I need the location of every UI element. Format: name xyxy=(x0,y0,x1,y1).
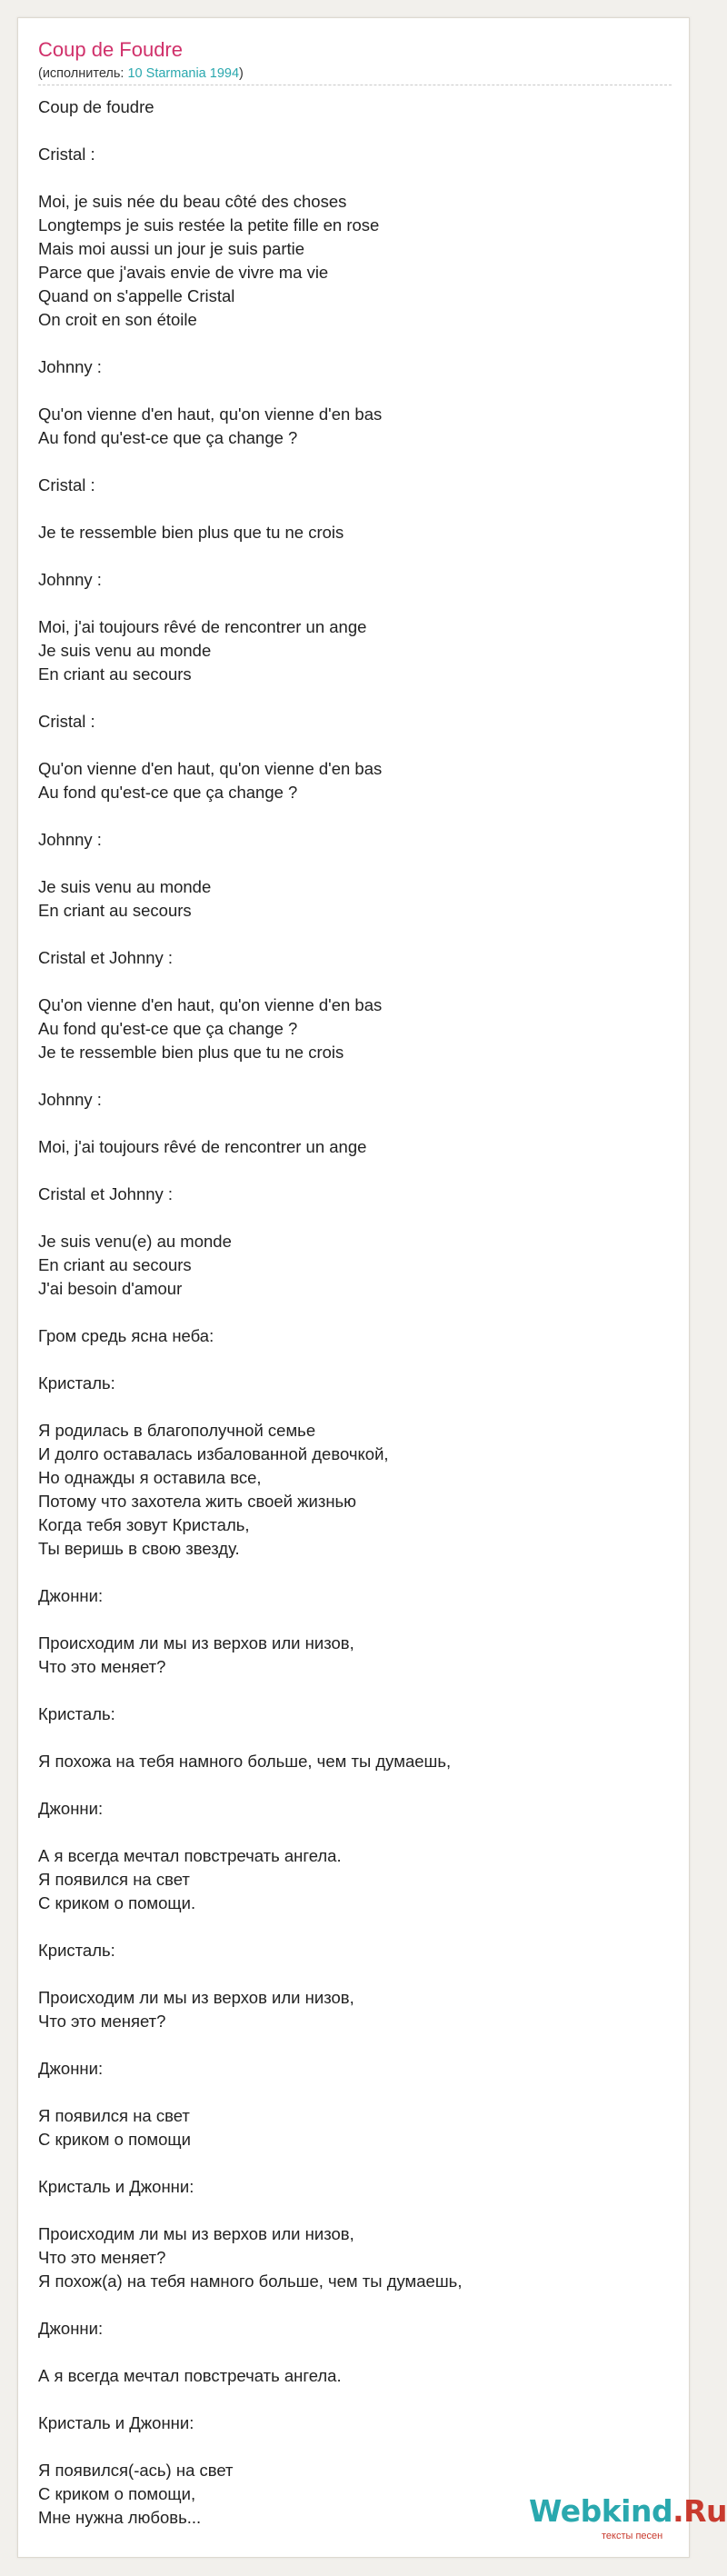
lyric-line: En criant au secours xyxy=(38,664,192,684)
lyrics-card xyxy=(17,17,727,2558)
lyric-line: Но однажды я оставила все, xyxy=(38,1468,262,1487)
lyric-line xyxy=(38,2199,672,2222)
lyric-line: Coup de foudre xyxy=(38,97,154,116)
site-logo[interactable] xyxy=(529,2493,727,2548)
lyric-line xyxy=(38,332,672,355)
lyric-line xyxy=(38,379,672,403)
song-title: Coup de Foudre xyxy=(38,38,183,61)
artist-suffix: ) xyxy=(239,66,244,81)
lyric-line: Longtemps je suis restée la petite fille en rose xyxy=(38,215,380,235)
lyric-line xyxy=(38,2152,672,2175)
lyric-line: Moi, je suis née du beau côté des choses xyxy=(38,192,347,211)
artist-line xyxy=(38,65,244,82)
lyric-line: Moi, j'ai toujours rêvé de rencontrer un ange xyxy=(38,1137,367,1156)
lyric-line: Ты веришь в свою звезду. xyxy=(38,1539,240,1558)
lyric-line: Qu'on vienne d'en haut, qu'on vienne d'en bas xyxy=(38,759,383,778)
lyric-line: Cristal : xyxy=(38,145,95,164)
lyric-line xyxy=(38,1608,672,1632)
lyric-line xyxy=(38,450,672,474)
lyric-line: En criant au secours xyxy=(38,901,192,920)
lyric-line: Cristal : xyxy=(38,475,95,494)
lyric-line: И долго оставалась избалованной девочкой, xyxy=(38,1444,389,1463)
lyric-line: Я появился(-ась) на свет xyxy=(38,2461,234,2480)
lyric-line xyxy=(38,2033,672,2057)
lyric-line: Au fond qu'est-ce que ça change ? xyxy=(38,1019,298,1038)
lyric-line: Кристаль: xyxy=(38,1704,115,1723)
lyric-line: Происходим ли мы из верхов или низов, xyxy=(38,1633,354,1652)
lyric-line: J'ai besoin d'amour xyxy=(38,1279,183,1298)
lyric-line xyxy=(38,2435,672,2459)
lyric-line xyxy=(38,1064,672,1088)
lyric-line xyxy=(38,2293,672,2317)
lyric-line: Johnny : xyxy=(38,830,102,849)
lyric-line: Je suis venu au monde xyxy=(38,877,212,896)
lyric-line: Кристаль и Джонни: xyxy=(38,2413,194,2432)
logo-brand: Webkind xyxy=(529,2493,673,2529)
lyric-line: Quand on s'appelle Cristal xyxy=(38,286,235,305)
lyric-line xyxy=(38,544,672,568)
lyric-line xyxy=(38,1395,672,1419)
lyric-line: С криком о помощи. xyxy=(38,1893,196,1912)
lyric-line xyxy=(38,1773,672,1797)
lyric-line: А я всегда мечтал повстречать ангела. xyxy=(38,1846,342,1865)
lyric-line: Mais moi aussi un jour je suis partie xyxy=(38,239,305,258)
lyric-line: Johnny : xyxy=(38,357,102,376)
lyric-line: С криком о помощи, xyxy=(38,2484,196,2503)
lyric-line: Johnny : xyxy=(38,1090,102,1109)
lyric-line: Потому что захотела жить своей жизнью xyxy=(38,1492,357,1511)
lyric-line: Я похож(а) на тебя намного больше, чем ты думаешь, xyxy=(38,2271,463,2291)
lyric-line: Я появился на свет xyxy=(38,2106,190,2125)
artist-prefix: (исполнитель: xyxy=(38,66,128,81)
lyric-line xyxy=(38,1301,672,1324)
lyric-line: Moi, j'ai toujours rêvé de rencontrer un ange xyxy=(38,617,367,636)
lyric-line xyxy=(38,1112,672,1135)
lyric-line: Мне нужна любовь... xyxy=(38,2508,202,2527)
lyric-line xyxy=(38,923,672,946)
lyric-line: Au fond qu'est-ce que ça change ? xyxy=(38,428,298,447)
lyric-line: Джонни: xyxy=(38,2059,104,2078)
lyric-line: Parce que j'avais envie de vivre ma vie xyxy=(38,263,329,282)
lyric-line: Je suis venu(e) au monde xyxy=(38,1232,232,1251)
lyric-line: Джонни: xyxy=(38,1586,104,1605)
lyric-line xyxy=(38,734,672,757)
lyric-line: Кристаль: xyxy=(38,1941,115,1960)
lyric-line: Когда тебя зовут Кристаль, xyxy=(38,1515,250,1534)
lyrics-text xyxy=(38,95,672,2530)
lyric-line: Я родилась в благополучной семье xyxy=(38,1421,316,1440)
lyric-line xyxy=(38,1821,672,1844)
lyric-line: Что это меняет? xyxy=(38,2012,166,2031)
lyric-line xyxy=(38,686,672,710)
lyric-line: А я всегда мечтал повстречать ангела. xyxy=(38,2366,342,2385)
lyric-line: On croit en son étoile xyxy=(38,310,197,329)
lyric-line: Что это меняет? xyxy=(38,2248,166,2267)
lyric-line xyxy=(38,497,672,521)
lyric-line: Что это меняет? xyxy=(38,1657,166,1676)
lyric-line: Гром средь ясна неба: xyxy=(38,1326,214,1345)
lyric-line: Johnny : xyxy=(38,570,102,589)
lyric-line xyxy=(38,119,672,143)
lyric-line: Кристаль и Джонни: xyxy=(38,2177,194,2196)
lyric-line: Cristal et Johnny : xyxy=(38,1184,174,1203)
lyric-line xyxy=(38,2341,672,2364)
logo-tagline: тексты песен xyxy=(602,2531,663,2541)
lyric-line: Происходим ли мы из верхов или низов, xyxy=(38,1988,354,2007)
lyric-line: Qu'on vienne d'en haut, qu'on vienne d'en bas xyxy=(38,995,383,1014)
lyric-line xyxy=(38,1726,672,1750)
lyric-line: Qu'on vienne d'en haut, qu'on vienne d'en bas xyxy=(38,404,383,424)
lyric-line xyxy=(38,852,672,875)
lyric-line xyxy=(38,1159,672,1183)
logo-wordmark xyxy=(529,2493,727,2530)
lyric-line: Au fond qu'est-ce que ça change ? xyxy=(38,783,298,802)
lyric-line: Je te ressemble bien plus que tu ne crois xyxy=(38,523,344,542)
lyric-line xyxy=(38,1962,672,1986)
lyric-line: С криком о помощи xyxy=(38,2130,191,2149)
lyric-line: Je te ressemble bien plus que tu ne crois xyxy=(38,1043,344,1062)
lyric-line: Джонни: xyxy=(38,2319,104,2338)
lyric-line xyxy=(38,804,672,828)
lyric-line xyxy=(38,2081,672,2104)
logo-tld: .Ru xyxy=(672,2493,727,2529)
lyric-line: Cristal et Johnny : xyxy=(38,948,174,967)
lyric-line xyxy=(38,1915,672,1939)
artist-link[interactable]: 10 Starmania 1994 xyxy=(127,66,240,81)
lyric-line xyxy=(38,1561,672,1584)
lyric-line: En criant au secours xyxy=(38,1255,192,1274)
lyric-line xyxy=(38,1206,672,1230)
lyric-line: Je suis venu au monde xyxy=(38,641,212,660)
lyric-line: Я появился на свет xyxy=(38,1870,190,1889)
lyric-line: Я похожа на тебя намного больше, чем ты думаешь, xyxy=(38,1752,452,1771)
lyric-line: Кристаль: xyxy=(38,1373,115,1393)
lyric-line xyxy=(38,970,672,993)
lyric-line xyxy=(38,1679,672,1702)
lyric-line xyxy=(38,166,672,190)
lyric-line xyxy=(38,2388,672,2411)
lyric-line: Джонни: xyxy=(38,1799,104,1818)
lyric-line xyxy=(38,592,672,615)
lyric-line: Cristal : xyxy=(38,712,95,731)
lyric-line: Происходим ли мы из верхов или низов, xyxy=(38,2224,354,2243)
lyric-line xyxy=(38,1348,672,1372)
